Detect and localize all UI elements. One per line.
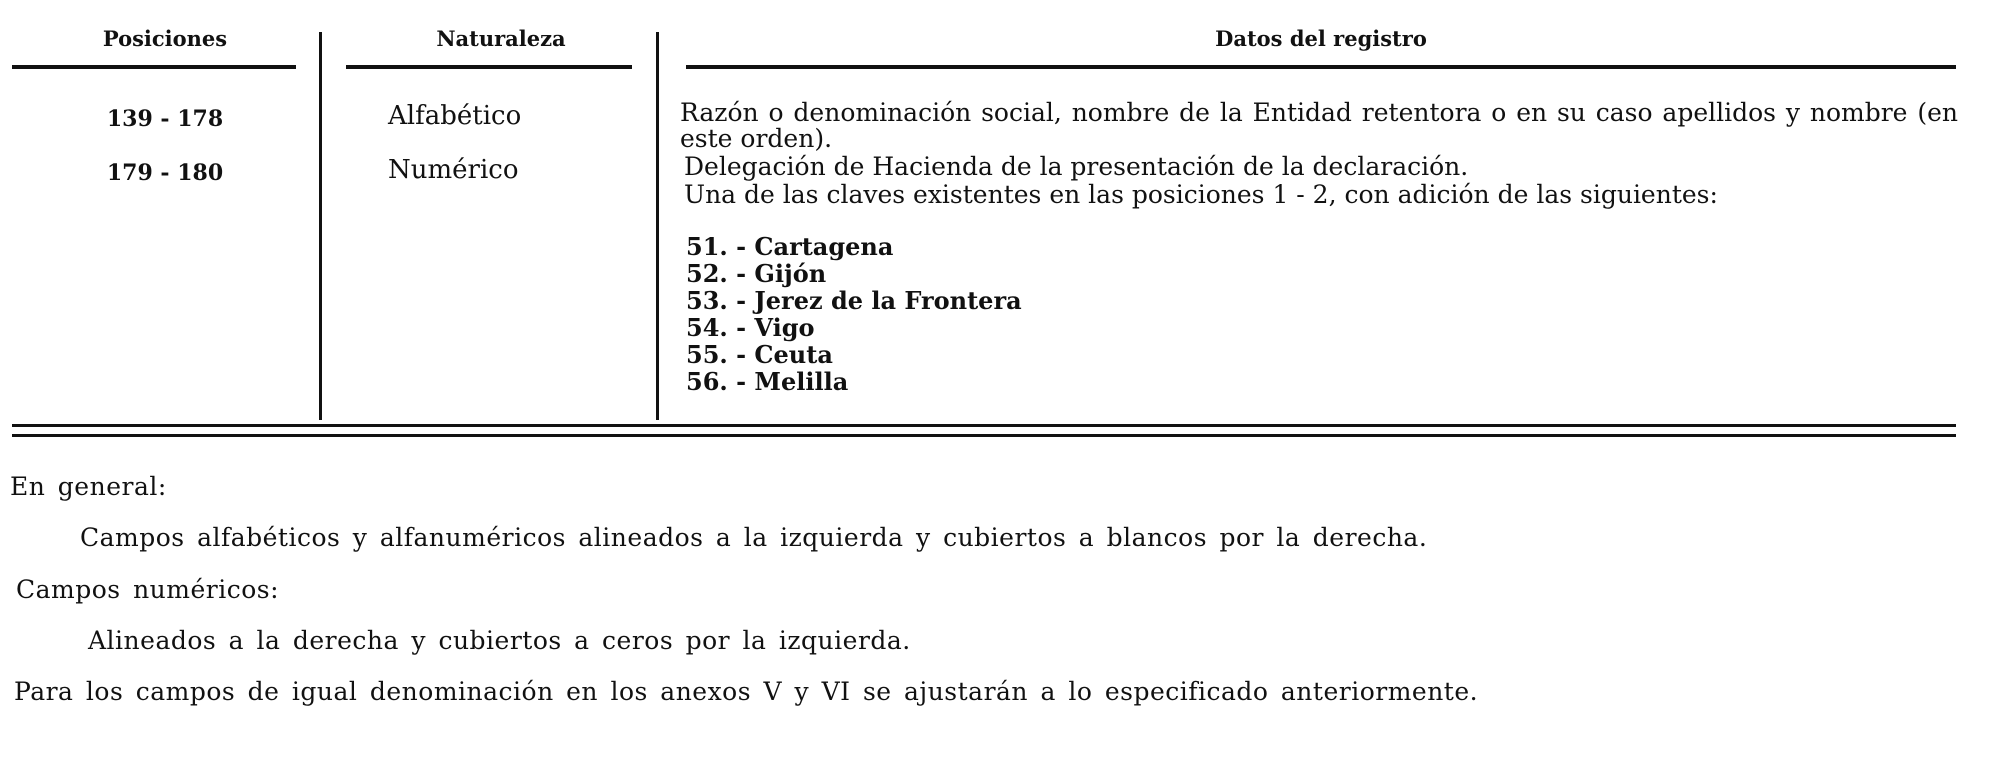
table-bottom-rule <box>12 424 1956 427</box>
list-item: 56. - Melilla <box>686 367 849 396</box>
note-general-text: Campos alfabéticos y alfanuméricos alineados a la izquierda y cubiertos a blancos por la derecha. <box>80 523 1428 552</box>
row2-datos-line2: Una de las claves existentes en las posiciones 1 - 2, con adición de las siguientes: <box>684 180 1718 209</box>
row2-posiciones: 179 - 180 <box>106 160 224 186</box>
column-divider <box>319 32 322 420</box>
row1-naturaleza: Alfabético <box>388 101 522 131</box>
row2-naturaleza: Numérico <box>388 155 519 185</box>
header-posiciones: Posiciones <box>102 26 228 51</box>
list-item: 51. - Cartagena <box>686 232 894 261</box>
list-item: 52. - Gijón <box>686 259 827 288</box>
note-final-text: Para los campos de igual denominación en los anexos V y VI se ajustarán a lo especificado anteriormente. <box>14 677 1479 706</box>
header-underline-datos <box>686 65 1956 69</box>
list-item: 53. - Jerez de la Frontera <box>686 286 1022 315</box>
list-item: 55. - Ceuta <box>686 340 833 369</box>
header-datos-registro: Datos del registro <box>1215 26 1427 51</box>
row1-datos: Razón o denominación social, nombre de la Entidad retentora o en su caso apellidos y nombre (en este orden). <box>680 98 1958 153</box>
row2-datos-line1: Delegación de Hacienda de la presentación de la declaración. <box>684 152 1469 181</box>
list-item: 54. - Vigo <box>686 313 815 342</box>
note-numeric-text: Alineados a la derecha y cubiertos a ceros por la izquierda. <box>88 626 911 655</box>
row1-posiciones: 139 - 178 <box>106 106 224 132</box>
header-underline-posiciones <box>12 65 296 69</box>
header-underline-naturaleza <box>346 65 632 69</box>
note-general-title: En general: <box>10 472 167 501</box>
table-bottom-rule <box>12 434 1956 437</box>
note-numeric-title: Campos numéricos: <box>16 575 280 604</box>
column-divider <box>656 32 659 420</box>
header-naturaleza: Naturaleza <box>436 26 566 51</box>
